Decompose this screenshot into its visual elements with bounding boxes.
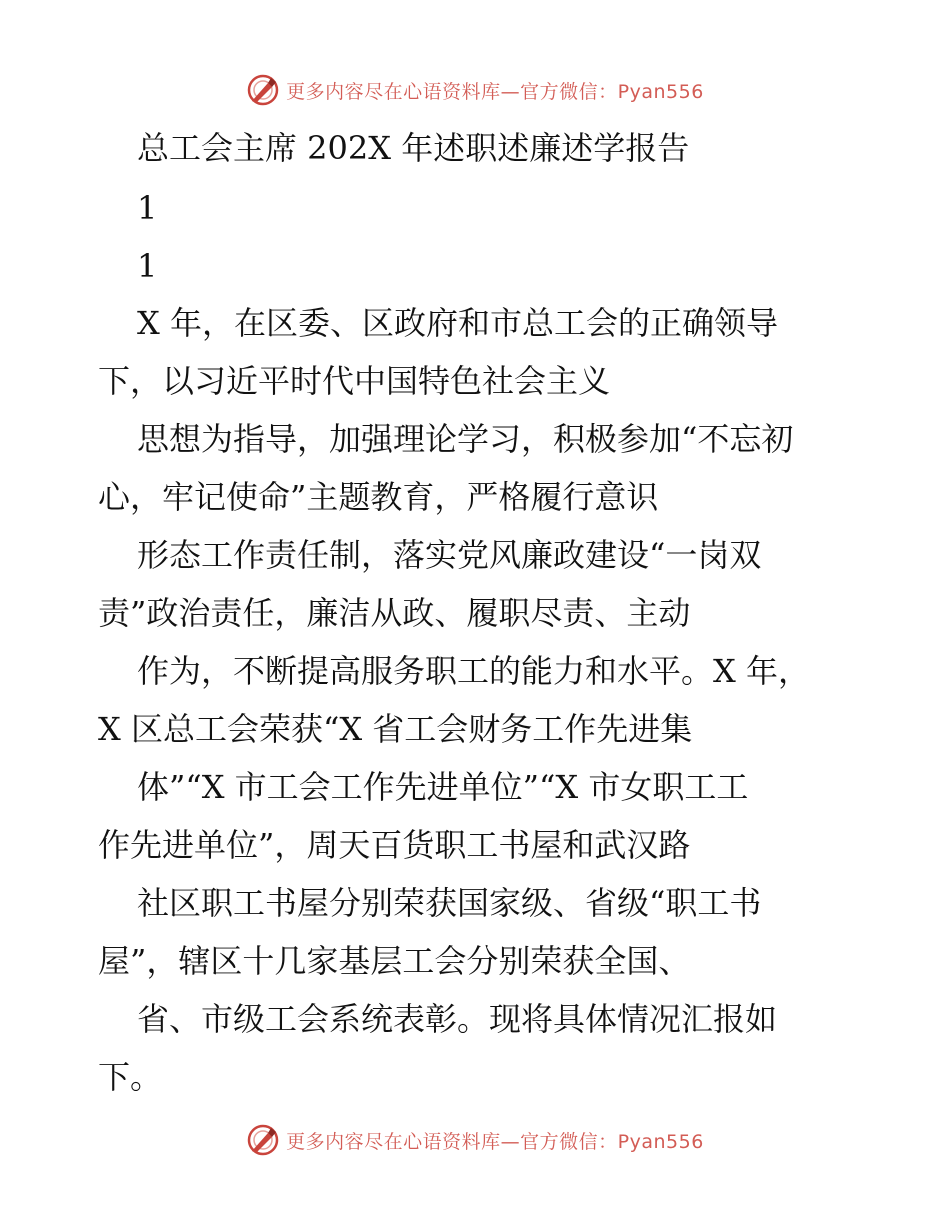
paragraph-line: 思想为指导，加强理论学习，积极参加“不忘初 xyxy=(137,420,794,458)
header-watermark-text: 更多内容尽在心语资料库—官方微信：Pyan556 xyxy=(286,80,704,103)
paragraph-line: 屋”，辖区十几家基层工会分别荣获全国、 xyxy=(98,942,691,980)
paragraph-line: 心，牢记使命”主题教育，严格履行意识 xyxy=(98,478,659,516)
paragraph-line: 省、市级工会系统表彰。现将具体情况汇报如 xyxy=(137,1000,778,1038)
paragraph-line: X 年，在区委、区政府和市总工会的正确领导 xyxy=(137,304,778,342)
paragraph-line: 社区职工书屋分别荣获国家级、省级“职工书 xyxy=(137,884,762,922)
page-number-1: 1 xyxy=(137,189,158,227)
paragraph-line: 体”“X 市工会工作先进单位”“X 市女职工工 xyxy=(137,768,749,806)
paragraph-line: 作为，不断提高服务职工的能力和水平。X 年， xyxy=(137,652,810,690)
pen-logo-icon xyxy=(246,73,280,107)
paragraph-line: 责”政治责任，廉洁从政、履职尽责、主动 xyxy=(98,594,691,632)
paragraph-line: 下。 xyxy=(98,1058,163,1096)
footer-watermark-banner xyxy=(0,1118,950,1162)
page-number-2: 1 xyxy=(137,247,158,285)
document-title: 总工会主席 202X 年述职述廉述学报告 xyxy=(137,129,690,167)
pen-logo-icon xyxy=(246,1123,280,1157)
paragraph-line: 作先进单位”，周天百货职工书屋和武汉路 xyxy=(98,826,691,864)
header-watermark-banner xyxy=(0,68,950,112)
footer-watermark-text: 更多内容尽在心语资料库—官方微信：Pyan556 xyxy=(286,1130,704,1153)
paragraph-line: X 区总工会荣获“X 省工会财务工作先进集 xyxy=(98,710,693,748)
paragraph-line: 形态工作责任制，落实党风廉政建设“一岗双 xyxy=(137,536,762,574)
paragraph-line: 下，以习近平时代中国特色社会主义 xyxy=(98,362,611,400)
